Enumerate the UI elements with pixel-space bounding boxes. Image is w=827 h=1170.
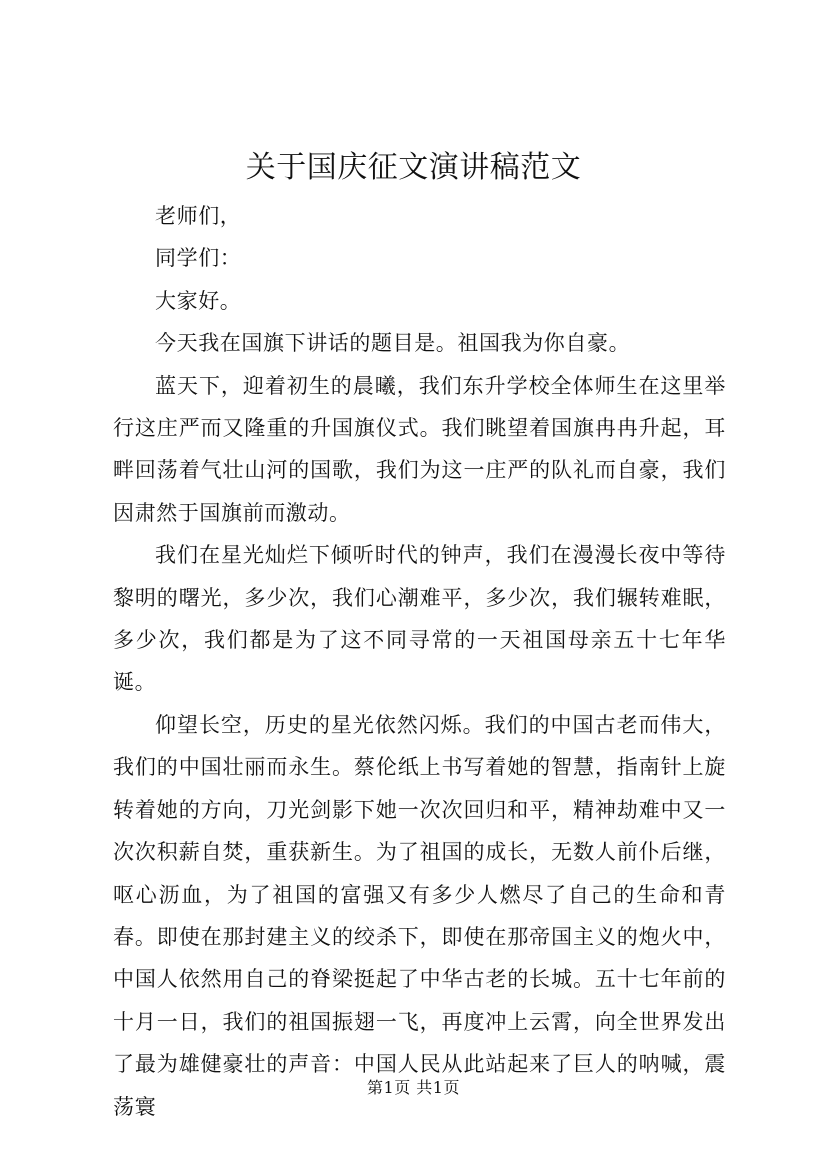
document-title: 关于国庆征文演讲稿范文 — [245, 150, 582, 185]
paragraph-flag-ceremony: 蓝天下，迎着初生的晨曦，我们东升学校全体师生在这里举行这庄严而又隆重的升国旗仪式。我们眺望着国旗冉冉升起，耳畔回荡着气壮山河的国歌，我们为这一庄严的队礼而自豪，我们因肃然于国旗前而激动。 — [113, 373, 726, 525]
paragraph-history: 仰望长空，历史的星光依然闪烁。我们的中国古老而伟大，我们的中国壮丽而永生。蔡伦纸上书写着她的智慧，指南针上旋转着她的方向，刀光剑影下她一次次回归和平，精神劫难中又一次次积薪自焚，重获新生。为了祖国的成长，无数人前仆后继，呕心沥血，为了祖国的富强又有多少人燃尽了自己的生命和青春。即使在那封建主义的绞杀下，即使在那帝国主义的炮火中，中国人依然用自己的脊梁挺起了中华古老的长城。五十七年前的十月一日，我们的祖国振翅一飞，再度冲上云霄，向全世界发出了最为雄健豪壮的声音：中国人民从此站起来了巨人的呐喊，震荡寰 — [113, 712, 726, 1119]
document-body — [113, 195, 726, 1128]
page-number-footer: 第1页 共1页 — [367, 1078, 460, 1097]
paragraph-anniversary: 我们在星光灿烂下倾听时代的钟声，我们在漫漫长夜中等待黎明的曙光，多少次，我们心潮难平，多少次，我们辗转难眠，多少次，我们都是为了这不同寻常的一天祖国母亲五十七年华诞。 — [113, 543, 726, 695]
paragraph-topic: 今天我在国旗下讲话的题目是。祖国我为你自豪。 — [155, 331, 631, 356]
paragraph-greeting: 大家好。 — [155, 288, 242, 313]
paragraph-salutation-students: 同学们： — [155, 246, 242, 271]
paragraph-salutation-teachers: 老师们， — [155, 204, 242, 228]
